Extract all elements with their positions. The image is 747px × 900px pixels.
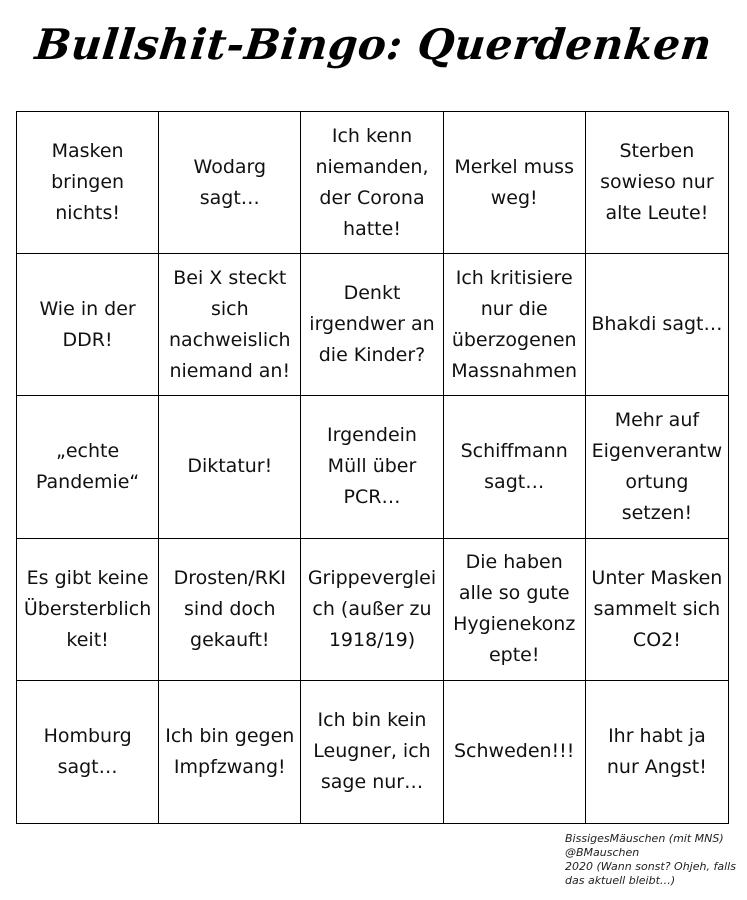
bingo-cell	[17, 681, 159, 823]
bingo-cell	[586, 396, 728, 538]
bingo-cell-text: Homburg sagt…	[43, 724, 132, 778]
bingo-cell-text: Unter Masken sammelt sich CO2!	[591, 566, 723, 651]
bingo-cell	[17, 112, 159, 254]
bingo-cell-text: Sterben sowieso nur alte Leute!	[600, 140, 714, 225]
bingo-cell-text: Ich kenn niemanden, der Corona hatte!	[315, 124, 429, 240]
bingo-cell	[444, 396, 586, 538]
bingo-cell	[586, 112, 728, 254]
bingo-cell-text: Ihr habt ja nur Angst!	[606, 724, 707, 778]
bingo-cell-text: Drosten/RKI sind doch gekauft!	[173, 566, 286, 651]
credits-handle: @BMauschen	[565, 846, 640, 859]
bingo-cell	[444, 112, 586, 254]
bingo-board	[16, 111, 729, 824]
bingo-cell	[301, 112, 443, 254]
credits	[565, 832, 745, 888]
bingo-cell	[301, 681, 443, 823]
bingo-cell	[301, 396, 443, 538]
bingo-cell-text: „echte Pandemie“	[35, 439, 140, 493]
bingo-cell-text: Merkel muss weg!	[454, 155, 574, 209]
bingo-cell	[444, 539, 586, 681]
bingo-cell	[159, 681, 301, 823]
bingo-cell	[159, 396, 301, 538]
credits-author: BissigesMäuschen (mit MNS)	[565, 832, 724, 845]
bingo-cell-text: Es gibt keine Übersterblichkeit!	[23, 566, 152, 651]
bingo-cell	[301, 254, 443, 396]
bingo-cell-text: Ich bin kein Leugner, ich sage nur…	[313, 709, 431, 794]
bingo-cell	[17, 254, 159, 396]
bingo-cell	[444, 254, 586, 396]
bingo-cell	[586, 681, 728, 823]
bingo-cell-text: Bei X steckt sich nachweislich niemand an!	[168, 266, 291, 382]
bingo-cell-text: Ich kritisiere nur die überzogenen Massnahmen	[451, 266, 578, 382]
bingo-cell-text: Die haben alle so gute Hygienekonzepte!	[453, 551, 576, 667]
bingo-cell	[444, 681, 586, 823]
bingo-cell-text: Schiffmann sagt…	[460, 439, 568, 493]
bingo-cell	[301, 539, 443, 681]
bingo-cell-text: Wie in der DDR!	[39, 297, 136, 351]
bingo-cell	[586, 539, 728, 681]
credits-year: 2020 (Wann sonst? Ohjeh, falls das aktuell bleibt…)	[565, 860, 736, 887]
bingo-cell-text: Denkt irgendwer an die Kinder?	[309, 282, 435, 367]
bingo-cell	[159, 112, 301, 254]
bingo-cell	[159, 254, 301, 396]
bingo-cell	[159, 539, 301, 681]
bingo-cell-text: Masken bringen nichts!	[51, 140, 125, 225]
bingo-cell	[17, 396, 159, 538]
bingo-cell-text: Irgendein Müll über PCR…	[327, 424, 417, 509]
page-title: Bullshit-Bingo: Querdenken	[32, 20, 715, 69]
bingo-cell	[586, 254, 728, 396]
bingo-cell-text: Grippevergleich (außer zu 1918/19)	[307, 566, 437, 651]
bingo-cell-text: Wodarg sagt…	[193, 155, 267, 209]
bingo-cell-text: Bhakdi sagt…	[591, 313, 723, 336]
bingo-cell-text: Mehr auf Eigenverantwortung setzen!	[591, 408, 723, 524]
bingo-cell	[17, 539, 159, 681]
bingo-cell-text: Schweden!!!	[453, 740, 575, 763]
bingo-cell-text: Diktatur!	[187, 455, 273, 478]
bingo-cell-text: Ich bin gegen Impfzwang!	[165, 724, 295, 778]
